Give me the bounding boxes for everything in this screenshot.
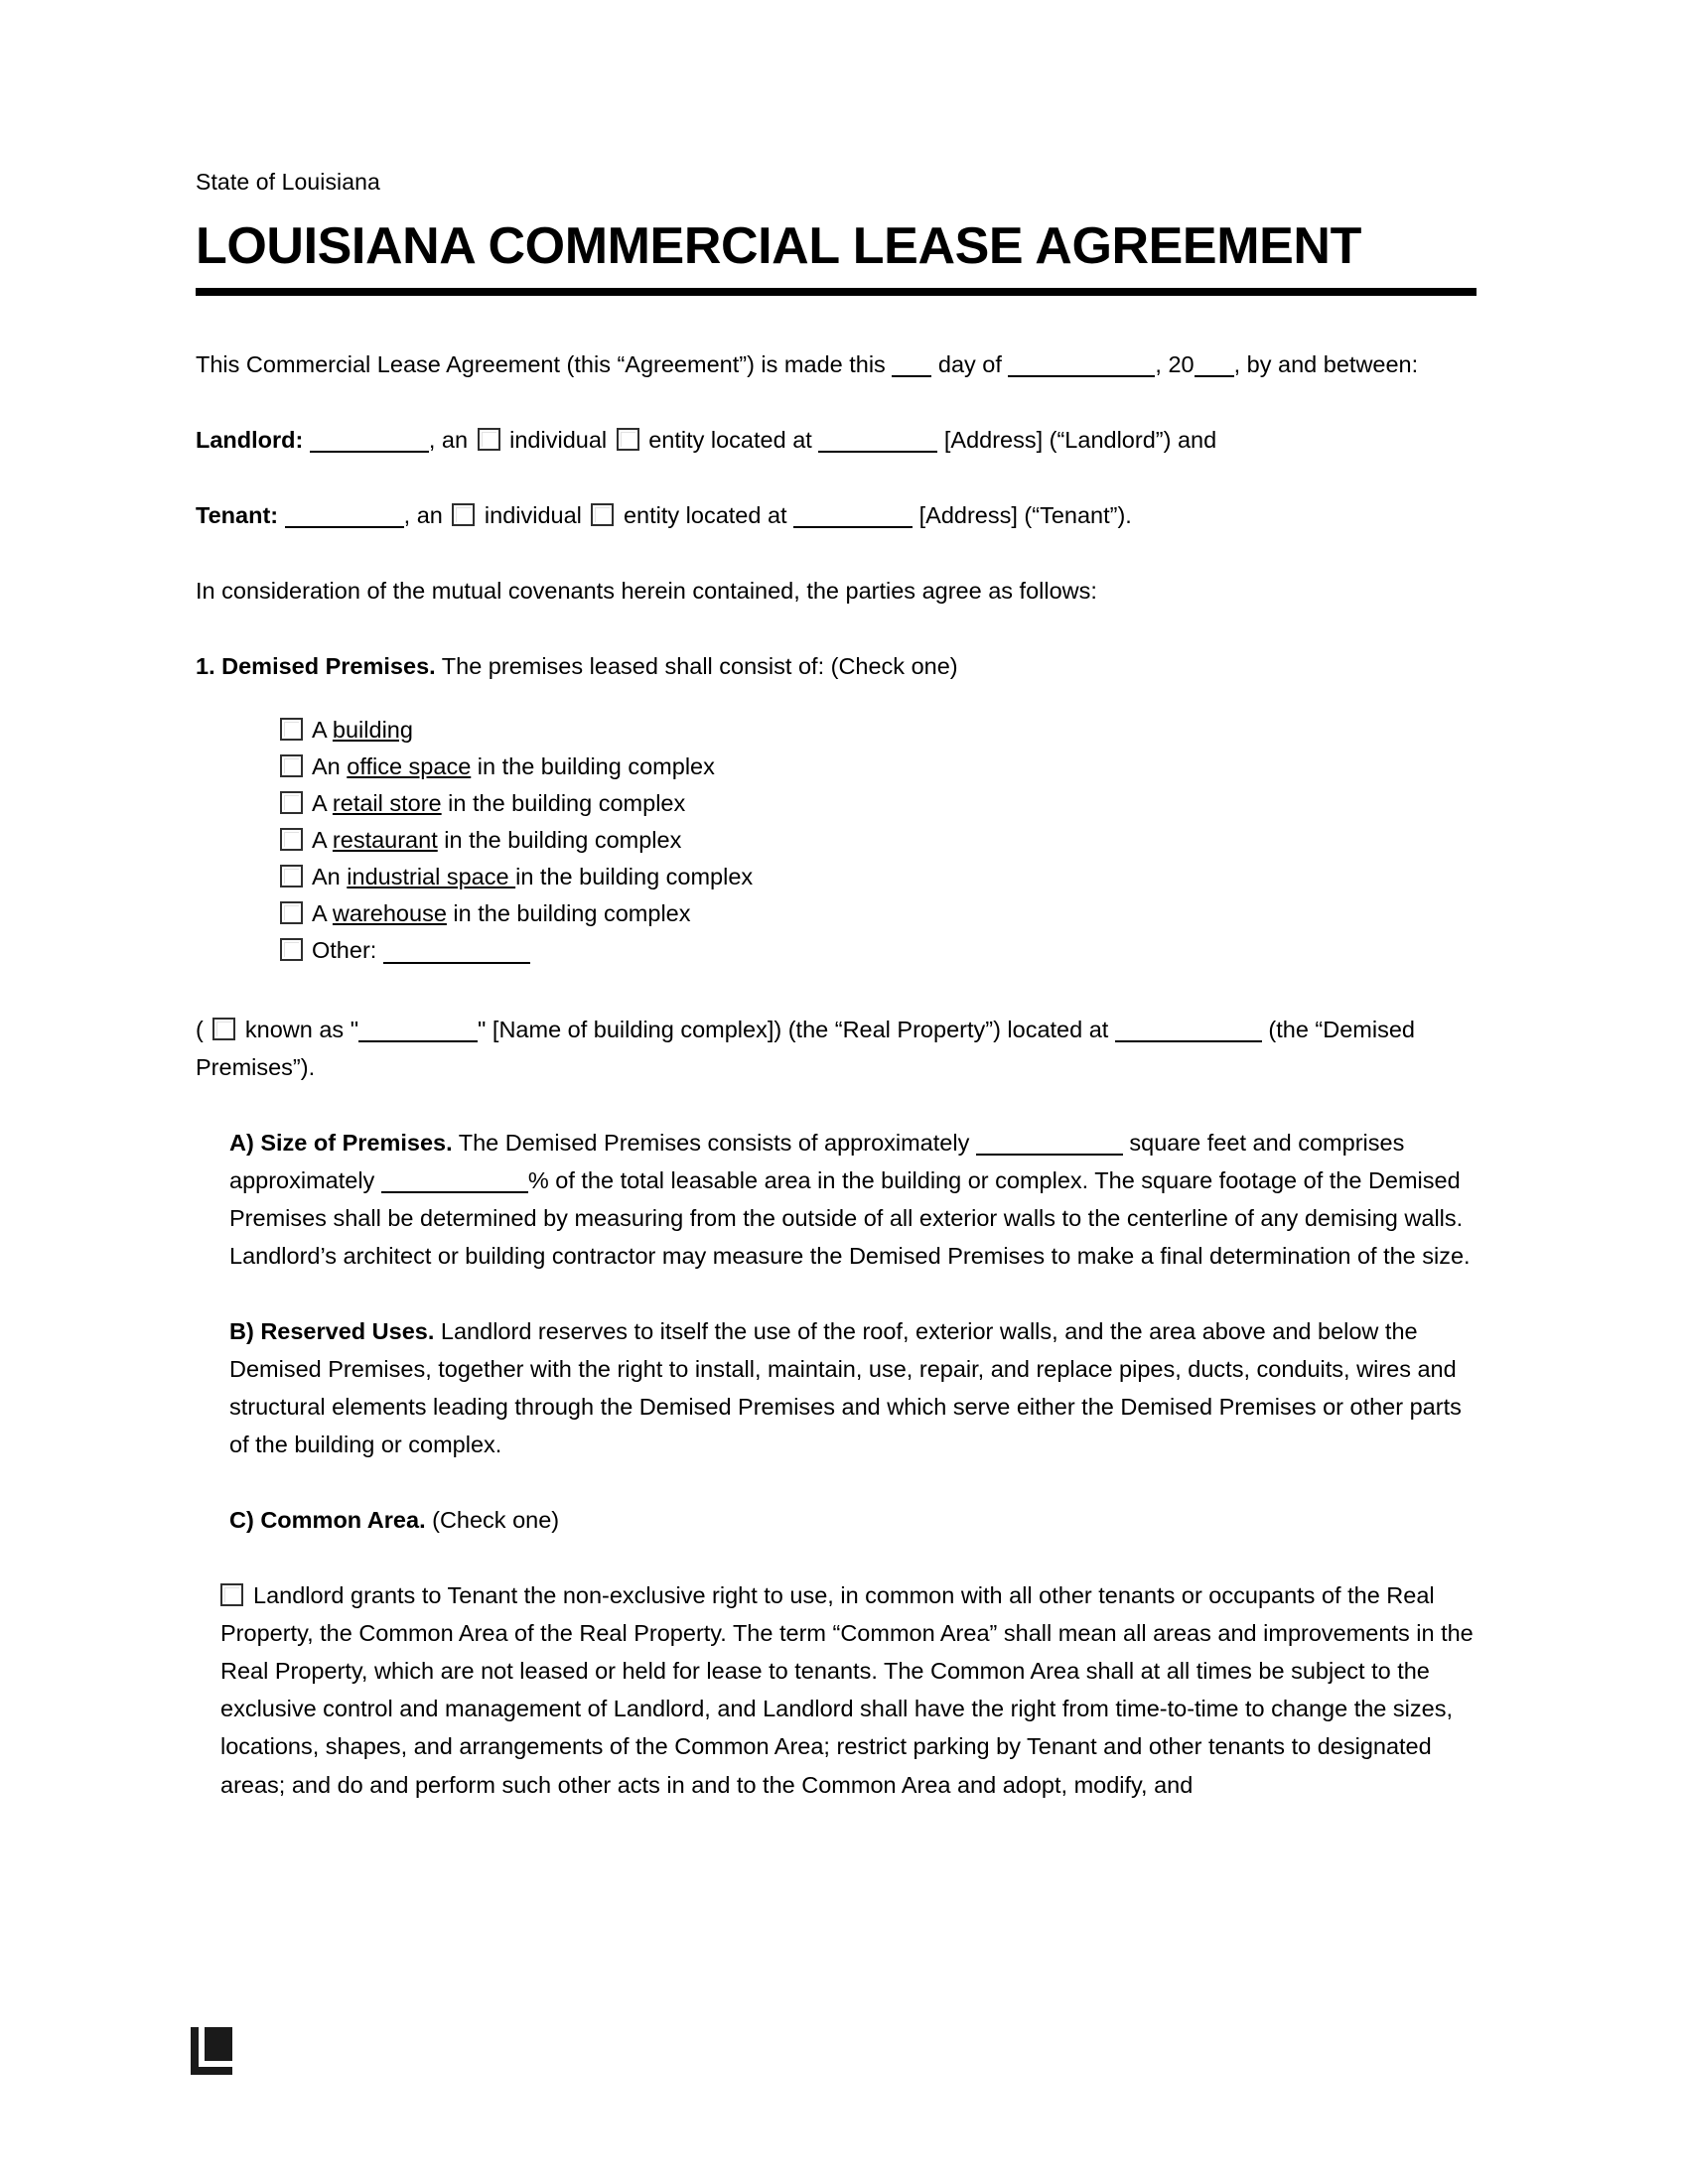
list-item[interactable] [280,751,1477,781]
month-blank[interactable] [1008,352,1155,377]
subsection-b-heading: B) Reserved Uses. [229,1317,435,1344]
intro-text-3: , 20 [1155,350,1195,377]
subsection-c-lead: (Check one) [425,1507,560,1534]
option-retail-store-checkbox[interactable] [280,791,303,814]
landlord-after-name: , an [428,426,475,453]
option-prefix: An [312,864,348,890]
option-prefix: A [312,900,333,927]
list-item[interactable] [280,715,1477,745]
tenant-line [196,496,1477,534]
percent-blank[interactable] [381,1168,528,1193]
tenant-name-blank[interactable] [285,503,404,528]
option-keyword: building [332,716,413,743]
option-warehouse-checkbox[interactable] [280,901,303,924]
subsection-a-heading: A) Size of Premises. [229,1129,453,1156]
option-keyword: industrial space [347,864,516,890]
landlord-name-blank[interactable] [310,428,429,453]
option-prefix: A [312,827,333,854]
subsection-a-text-1: The Demised Premises consists of approximately [452,1129,976,1156]
option-prefix: A [312,790,333,817]
subsection-b-reserved-uses [229,1312,1477,1463]
known-as-open-paren: ( [196,1016,211,1042]
option-suffix: in the building complex [446,900,691,927]
state-line: State of Louisiana [196,169,380,195]
option-other-checkbox[interactable] [280,938,303,961]
tenant-label: Tenant: [196,501,279,528]
subsection-a-size-of-premises [229,1124,1477,1275]
tenant-individual-checkbox[interactable] [452,503,475,526]
legal-templates-logo [191,2027,232,2075]
known-as-checkbox[interactable] [212,1018,235,1040]
common-area-checkbox[interactable] [220,1583,243,1606]
subsection-b-text: Landlord reserves to itself the use of the roof, exterior walls, and the area above and below the Demised Premises, together with the right to install, maintain, use, repair, and replace pipes, ducts, conduits, wires and structural elements leading through the Demised Premises and which serve either the Demised Premises or other parts of the building or complex. [229,1317,1462,1458]
tenant-after-name: , an [403,501,450,528]
demised-premises-options [280,715,1477,966]
year-blank[interactable] [1195,352,1234,377]
section-1-lead: The premises leased shall consist of: (Check one) [435,652,958,679]
tenant-address-blank[interactable] [793,503,913,528]
landlord-address-blank[interactable] [818,428,937,453]
subsection-c-heading: C) Common Area. [229,1507,426,1534]
document-content [196,167,1477,1804]
option-prefix: An [312,753,348,780]
option-building-checkbox[interactable] [280,718,303,741]
section-1-heading: 1. Demised Premises. [196,652,436,679]
common-area-text: Landlord grants to Tenant the non-exclusive right to use, in common with all other tenants or occupants of the Real Property, the Common Area of the Real Property. The term “Common Area” shall mean all areas and improvements in the Real Property, which are not leased or held for lease to tenants. The Common Area shall at all times be subject to the exclusive control and management of Landlord, and Landlord shall have the right from time-to-time to change the sizes, locations, shapes, and arrangements of the Common Area; restrict parking by Tenant and other tenants to designated areas; and do and perform such other acts in and to the Common Area and adopt, modify, and [220,1582,1474,1798]
option-suffix: in the building complex [437,827,682,854]
building-complex-name-blank[interactable] [358,1018,478,1042]
option-other-blank[interactable] [383,939,530,964]
option-suffix: in the building complex [441,790,686,817]
page-title: LOUISIANA COMMERCIAL LEASE AGREEMENT [196,217,1361,276]
known-as-text-1: known as " [238,1016,359,1042]
tenant-individual-label: individual [484,501,582,528]
intro-text-4: , by and between: [1233,350,1419,377]
option-suffix: in the building complex [471,753,715,780]
list-item[interactable] [280,862,1477,891]
title-divider [196,288,1477,296]
known-as-paragraph [196,1011,1477,1086]
landlord-label: Landlord: [196,426,304,453]
landlord-individual-checkbox[interactable] [478,428,500,451]
section-1-heading-line [196,647,1477,685]
intro-text-2: day of [931,350,1009,377]
landlord-entity-label: entity located at [648,426,819,453]
common-area-paragraph [220,1576,1477,1803]
list-item[interactable] [280,825,1477,855]
subsection-c-common-area-heading-line [229,1501,1477,1539]
option-keyword: warehouse [332,900,447,927]
real-property-location-blank[interactable] [1115,1018,1262,1042]
day-blank[interactable] [892,352,931,377]
intro-paragraph [196,345,1477,383]
option-restaurant-checkbox[interactable] [280,828,303,851]
option-office-space-checkbox[interactable] [280,754,303,777]
subsection-a-text-3: % of the total leasable area in the building or complex. The square footage of the Demised Premises shall be determined by measuring from the outside of all exterior walls to the centerline of any demising walls. Landlord’s architect or building contractor may measure the Demised Premises to make a final determination of the size. [229,1166,1471,1269]
landlord-entity-checkbox[interactable] [617,428,639,451]
option-keyword: retail store [332,790,442,817]
option-prefix: Other: [312,937,383,964]
known-as-text-2: " [Name of building complex]) (the “Real Property”) located at [478,1016,1115,1042]
square-feet-blank[interactable] [976,1131,1123,1156]
tenant-entity-label: entity located at [623,501,794,528]
option-keyword: office space [347,753,472,780]
list-item[interactable] [280,898,1477,928]
known-as-text-3: (the “Demised Premises”). [196,1016,1415,1080]
option-industrial-space-checkbox[interactable] [280,865,303,887]
option-keyword: restaurant [332,827,438,854]
landlord-line [196,421,1477,459]
logo-icon [191,2027,232,2075]
list-item[interactable] [280,788,1477,818]
list-item[interactable] [280,935,1477,965]
landlord-individual-label: individual [509,426,608,453]
option-suffix: in the building complex [515,864,754,890]
consideration-paragraph: In consideration of the mutual covenants herein contained, the parties agree as follows: [196,577,1097,604]
intro-text-1: This Commercial Lease Agreement (this “Agreement”) is made this [196,350,893,377]
landlord-address-note: [Address] (“Landlord”) and [943,426,1217,453]
subsection-a-text-2: square feet and comprises approximately [229,1129,1405,1193]
tenant-address-note: [Address] (“Tenant”). [918,501,1132,528]
option-prefix: A [312,716,333,743]
tenant-entity-checkbox[interactable] [591,503,614,526]
